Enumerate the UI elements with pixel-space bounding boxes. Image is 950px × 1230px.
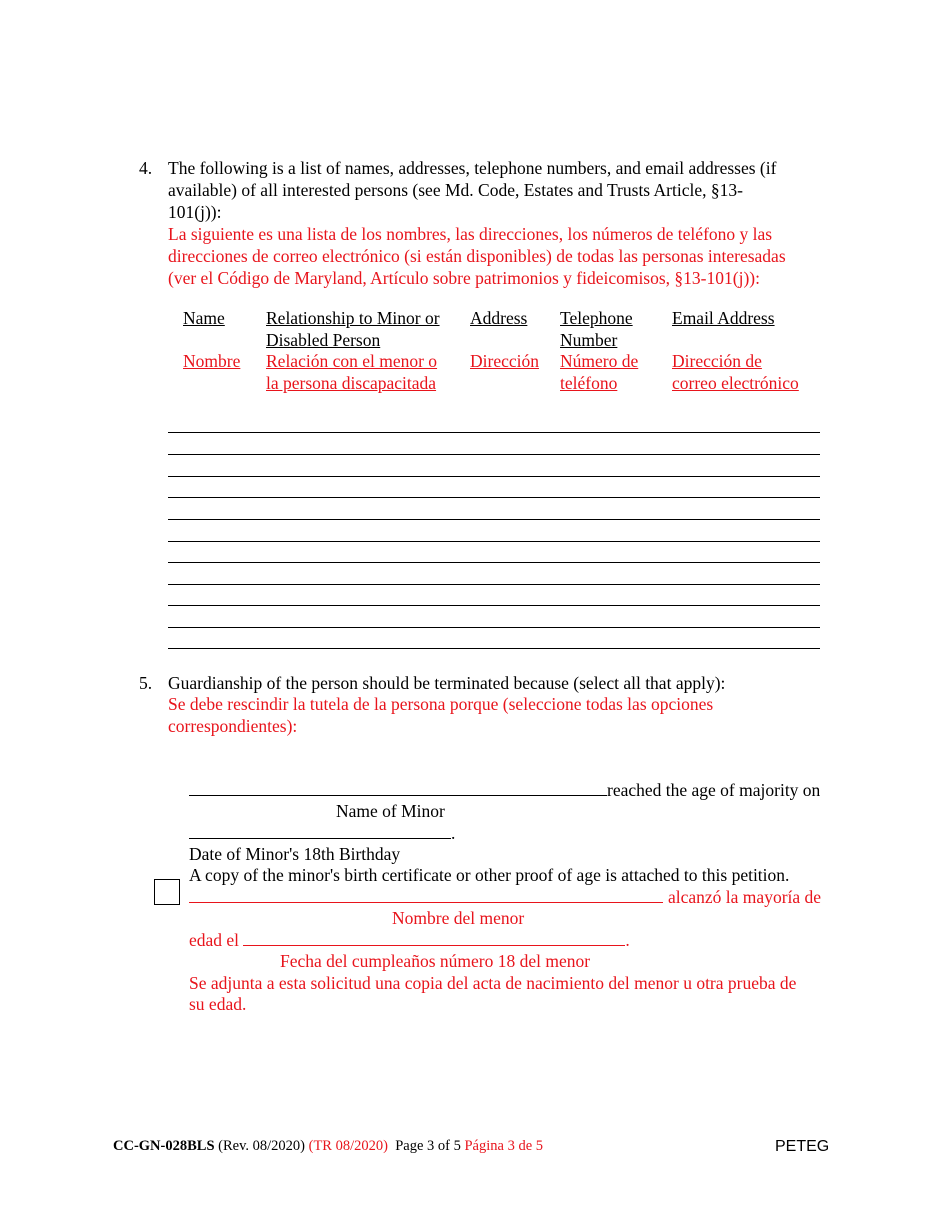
es-minor-name-row	[189, 886, 821, 908]
majority-checkbox[interactable]	[154, 879, 180, 905]
entry-line[interactable]	[168, 497, 820, 498]
es-birthday-period: .	[625, 930, 630, 950]
es-attached-line2: su edad.	[189, 994, 247, 1014]
name-of-minor-label: Name of Minor	[336, 801, 445, 821]
entry-line[interactable]	[168, 605, 820, 606]
es-edad-del-text: edad el	[189, 930, 240, 950]
entry-line[interactable]	[168, 476, 820, 477]
es-birthday-row	[189, 929, 630, 951]
es-name-of-minor-label: Nombre del menor	[392, 908, 525, 928]
item-4-text-en-line3: 101(j)):	[168, 202, 222, 222]
copy-attached-text: A copy of the minor's birth certificate or other proof of age is attached to this petition.	[189, 865, 790, 885]
item-5-text-en: Guardianship of the person should be terminated because (select all that apply):	[168, 673, 726, 693]
item-4-number: 4.	[139, 158, 153, 178]
entry-line[interactable]	[168, 541, 820, 542]
form-revision: (Rev. 08/2020)	[218, 1138, 305, 1154]
es-reached-text: alcanzó la mayoría de	[668, 887, 822, 907]
birthday-date-input[interactable]	[189, 822, 451, 839]
minor-name-input[interactable]	[189, 779, 607, 796]
form-code: CC-GN-028BLS	[113, 1138, 215, 1154]
item-4-text-es-line2: direcciones de correo electrónico (si están disponibles) de todas las personas interesadas	[168, 246, 786, 266]
es-attached-line1: Se adjunta a esta solicitud una copia del acta de nacimiento del menor u otra prueba de	[189, 973, 797, 993]
entry-line[interactable]	[168, 584, 820, 585]
item-5-number: 5.	[139, 673, 153, 693]
header-telefono-line1: Número de	[560, 351, 639, 371]
header-correo-line1: Dirección de	[672, 351, 762, 371]
item-4-text-en-line1: The following is a list of names, addresses, telephone numbers, and email addresses (if	[168, 158, 777, 178]
birthday-label: Date of Minor's 18th Birthday	[189, 844, 401, 864]
page-number-en: Page 3 of 5	[395, 1138, 461, 1154]
reached-age-text: reached the age of majority on	[607, 780, 821, 800]
header-name: Name	[183, 308, 225, 328]
es-birthday-date-input[interactable]	[243, 929, 625, 946]
minor-name-row	[189, 779, 820, 801]
item-4-text-en-line2: available) of all interested persons (see Md. Code, Estates and Trusts Article, §13-	[168, 180, 743, 200]
entry-line[interactable]	[168, 562, 820, 563]
form-translation-date: (TR 08/2020)	[308, 1138, 388, 1154]
entry-line[interactable]	[168, 627, 820, 628]
header-telefono-line2: teléfono	[560, 373, 618, 393]
header-relacion-line1: Relación con el menor o	[266, 351, 438, 371]
header-nombre: Nombre	[183, 351, 241, 371]
item-4-text-es-line1: La siguiente es una lista de los nombres, las direcciones, los números de teléfono y las	[168, 224, 773, 244]
birthday-row	[189, 822, 455, 844]
header-relationship-line1: Relationship to Minor or	[266, 308, 440, 328]
header-telephone-line2: Number	[560, 330, 618, 350]
es-birthday-label: Fecha del cumpleaños número 18 del menor	[280, 951, 591, 971]
es-minor-name-input[interactable]	[189, 886, 663, 903]
page-number-es: Página 3 de 5	[464, 1138, 544, 1154]
header-address: Address	[470, 308, 528, 328]
item-4-text-es-line3: (ver el Código de Maryland, Artículo sobre patrimonios y fideicomisos, §13-101(j)):	[168, 268, 760, 288]
birthday-period: .	[451, 823, 456, 843]
entry-line[interactable]	[168, 648, 820, 649]
header-relationship-line2: Disabled Person	[266, 330, 381, 350]
header-email: Email Address	[672, 308, 775, 328]
header-direccion: Dirección	[470, 351, 539, 371]
header-relacion-line2: la persona discapacitada	[266, 373, 437, 393]
item-5-text-es-line1: Se debe rescindir la tutela de la persona porque (seleccione todas las opciones	[168, 694, 714, 714]
form-id: PETEG	[775, 1138, 830, 1155]
entry-line[interactable]	[168, 432, 820, 433]
entry-line[interactable]	[168, 454, 820, 455]
header-telephone-line1: Telephone	[560, 308, 633, 328]
header-correo-line2: correo electrónico	[672, 373, 799, 393]
item-5-text-es-line2: correspondientes):	[168, 716, 298, 736]
footer-form-info	[113, 1138, 543, 1155]
entry-line[interactable]	[168, 519, 820, 520]
